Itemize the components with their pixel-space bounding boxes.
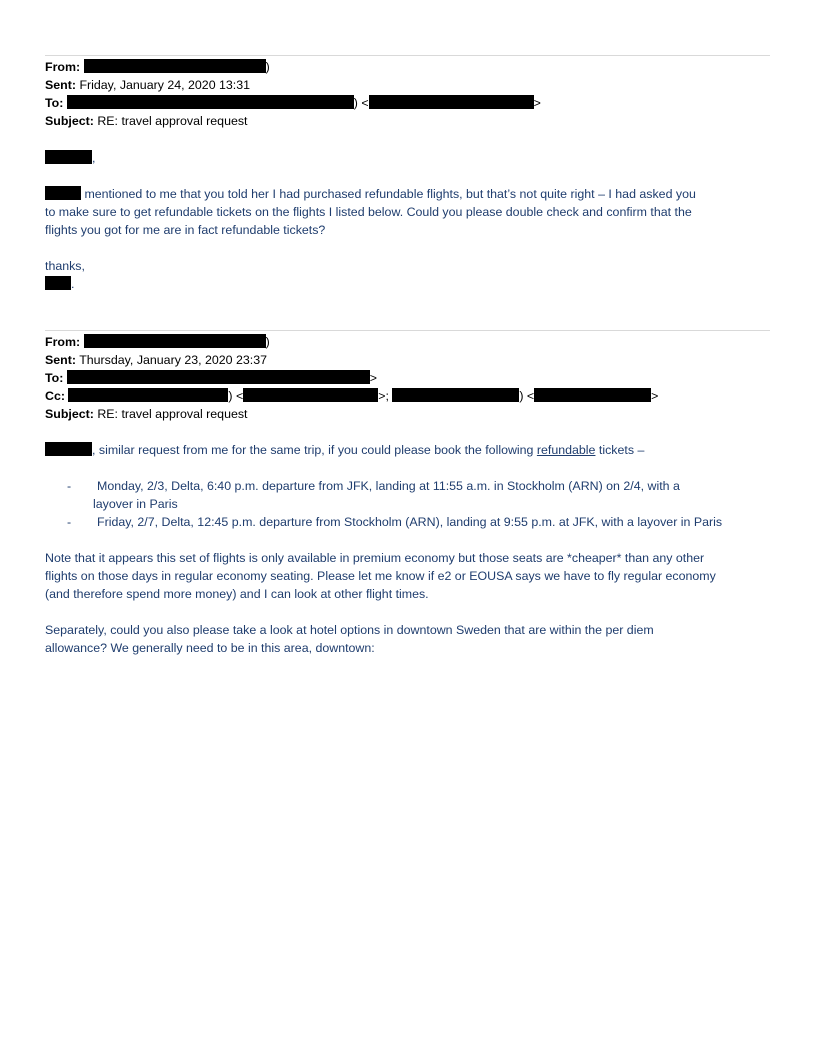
email1-body-line: mentioned to me that you told her I had purchased refundable flights, but that’s not quite right – I had asked you [45, 185, 696, 203]
email2-para1-line: flights on those days in regular economy seating. Please let me know if e2 or EOUSA says we have to fly regular economy [45, 569, 716, 583]
from-label: From: [45, 60, 81, 74]
email2-para1-line: Note that it appears this set of flights is only available in premium economy but those seats are *cheaper* than any other [45, 551, 705, 565]
redaction-box [84, 334, 266, 348]
email2-subject-row [45, 405, 247, 423]
redaction-box [68, 388, 228, 402]
redaction-box [45, 276, 71, 290]
email1-body-line: flights you got for me are in fact refundable tickets? [45, 223, 326, 237]
to-suffix: > [533, 96, 541, 110]
subject-label: Subject: [45, 114, 94, 128]
header-divider-2 [45, 330, 770, 331]
email2-para2-line: allowance? We generally need to be in this area, downtown: [45, 641, 375, 655]
bullet-item-text: Monday, 2/3, Delta, 6:40 p.m. departure from JFK, landing at 11:55 a.m. in Stockholm (ARN) on 2/4, with a [97, 479, 680, 493]
bullet-item-text: layover in Paris [93, 497, 178, 511]
email1-greeting [45, 149, 95, 167]
from-label: From: [45, 335, 81, 349]
email2-sent-row [45, 351, 267, 369]
redaction-box [45, 150, 92, 164]
redaction-box [67, 370, 370, 384]
subject-value: RE: travel approval request [97, 407, 248, 421]
sig-suffix: . [71, 277, 75, 291]
email1-to-row [45, 94, 541, 112]
redaction-box [84, 59, 266, 73]
bullet-mark: - [67, 515, 72, 529]
email1-signoff: thanks, [45, 259, 85, 273]
email1-signature [45, 275, 74, 293]
redaction-box [534, 388, 651, 402]
bullet-item-text: Friday, 2/7, Delta, 12:45 p.m. departure from Stockholm (ARN), landing at 9:55 p.m. at JFK, with a layover in Paris [97, 515, 723, 529]
email2-from-row [45, 333, 270, 351]
to-label: To: [45, 371, 64, 385]
to-suffix: > [369, 371, 378, 385]
sent-value: Friday, January 24, 2020 13:31 [79, 78, 251, 92]
sent-value: Thursday, January 23, 2020 23:37 [79, 353, 268, 367]
email2-intro: , similar request from me for the same trip, if you could please book the following refundable tickets – [45, 441, 644, 459]
redaction-box [243, 388, 378, 402]
email1-sent-row [45, 76, 250, 94]
email2-cc-row: Cc: ) < >; ) < > [45, 389, 659, 403]
email1-subject-row [45, 112, 247, 130]
redaction-box [369, 95, 534, 109]
sent-label: Sent: [45, 353, 76, 367]
subject-label: Subject: [45, 407, 94, 421]
email2-para2-line: Separately, could you also please take a look at hotel options in downtown Sweden that are within the per diem [45, 623, 654, 637]
to-label: To: [45, 96, 64, 110]
sent-label: Sent: [45, 78, 76, 92]
redaction-box [392, 388, 519, 402]
greeting-suffix: , [92, 151, 96, 165]
to-mid: ) < [353, 96, 369, 110]
email1-from-row [45, 58, 270, 76]
redaction-box [45, 442, 92, 456]
underlined-word: refundable [536, 443, 596, 457]
email1-body-line: to make sure to get refundable tickets on the flights I listed below. Could you please double check and confirm that the [45, 205, 692, 219]
redaction-box [67, 95, 354, 109]
email2-to-row [45, 369, 377, 387]
redaction-box [45, 186, 81, 200]
header-divider-1 [45, 55, 770, 56]
from-suffix: ) [265, 335, 270, 349]
cc-label: Cc: [45, 389, 65, 403]
bullet-mark: - [67, 479, 72, 493]
email2-para1-line: (and therefore spend more money) and I can look at other flight times. [45, 587, 429, 601]
from-suffix: ) [265, 60, 270, 74]
subject-value: RE: travel approval request [97, 114, 248, 128]
